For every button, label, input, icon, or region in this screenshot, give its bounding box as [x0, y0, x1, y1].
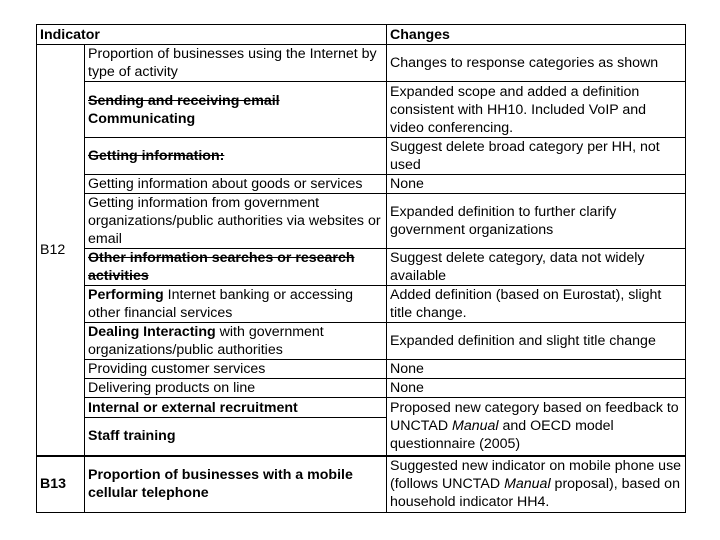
table-row [37, 175, 686, 194]
indicator-cell [85, 418, 387, 456]
change-cell [387, 379, 686, 398]
change-cell [387, 82, 686, 138]
table-row [37, 456, 686, 513]
table-row [37, 379, 686, 398]
text-run: Manual [452, 418, 499, 435]
table-row [37, 138, 686, 175]
text-run: None [390, 176, 424, 192]
text-run: Proportion of businesses with a mobile cellular telephone [88, 467, 353, 502]
indicator-code: B12 [37, 45, 85, 456]
change-cell [387, 456, 686, 513]
text-run: Delivering products on line [88, 380, 256, 396]
text-run: Expanded definition to further clarify government organizations [390, 204, 617, 238]
text-run: Changes to response categories as shown [390, 55, 659, 71]
table-row [37, 286, 686, 323]
change-cell [387, 249, 686, 286]
indicator-cell [85, 175, 387, 194]
text-run: Getting information from government organizations/public authorities via websites or email [88, 195, 381, 247]
text-run: Proportion of businesses using the Internet by type of activity [88, 46, 377, 80]
indicator-cell [85, 360, 387, 379]
text-run: Added definition (based on Eurostat), slight title change. [390, 287, 662, 321]
text-run: None [390, 380, 424, 396]
change-cell [387, 398, 686, 456]
change-cell [387, 138, 686, 175]
indicator-cell [85, 379, 387, 398]
change-cell [387, 175, 686, 194]
text-run: Getting information about goods or services [88, 176, 363, 192]
text-run: and OECD model questionnaire (2005) [390, 418, 614, 453]
text-run: Sending and receiving email [88, 92, 280, 109]
header-row [37, 25, 686, 45]
text-run: with government organizations/public authorities [88, 324, 324, 358]
table-row [37, 323, 686, 360]
text-run: Suggest delete broad category per HH, not used [390, 139, 660, 173]
table-row [37, 194, 686, 249]
text-run: Communicating [88, 110, 196, 127]
indicator-cell [85, 82, 387, 138]
text-run: Providing customer services [88, 361, 266, 377]
table-row [37, 360, 686, 379]
change-cell [387, 194, 686, 249]
text-run: Expanded scope and added a definition consistent with HH10. Included VoIP and video conferencing. [390, 83, 647, 136]
text-run: Manual [504, 476, 551, 493]
text-run: Suggested new indicator on mobile phone use (follows UNCTAD [390, 458, 682, 493]
text-run: Expanded definition and slight title change [390, 333, 656, 349]
text-run: proposal), based on household indicator HH4. [390, 476, 680, 511]
text-run: Proposed new category based on feedback to UNCTAD [390, 400, 679, 435]
indicator-cell [85, 45, 387, 82]
change-cell [387, 323, 686, 360]
text-run: None [390, 361, 424, 377]
text-run: Staff training [88, 428, 176, 445]
indicator-cell [85, 194, 387, 249]
change-cell [387, 286, 686, 323]
text-run: Performing [88, 287, 164, 303]
header-indicator: Indicator [37, 25, 387, 45]
text-run: Internet banking or accessing other financial services [88, 287, 353, 321]
table-row [37, 249, 686, 286]
indicator-cell [85, 398, 387, 418]
indicator-changes-table [36, 24, 686, 513]
text-run: Dealing Interacting [88, 324, 216, 340]
text-run: Getting information: [88, 148, 225, 164]
indicator-code: B13 [37, 456, 85, 513]
header-changes: Changes [387, 25, 686, 45]
table-row [37, 398, 686, 418]
change-cell [387, 360, 686, 379]
indicator-cell [85, 138, 387, 175]
text-run: Suggest delete category, data not widely available [390, 250, 645, 284]
indicator-cell [85, 323, 387, 360]
change-cell [387, 45, 686, 82]
indicator-cell [85, 456, 387, 513]
text-run: Internal or external recruitment [88, 399, 298, 416]
indicator-cell [85, 249, 387, 286]
text-run: Other information searches or research activities [88, 250, 355, 284]
indicator-cell [85, 286, 387, 323]
table-row [37, 82, 686, 138]
table-row [37, 45, 686, 82]
